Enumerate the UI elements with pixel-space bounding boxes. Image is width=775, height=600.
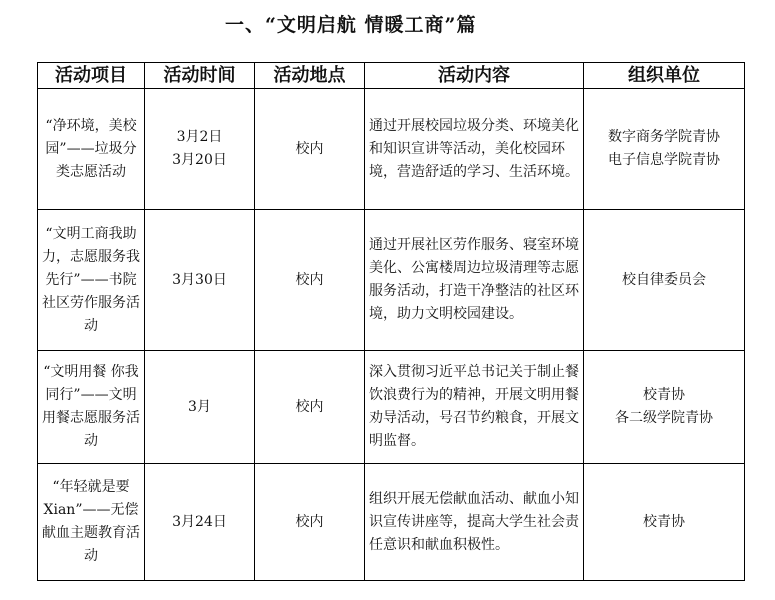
cell-time [145, 351, 255, 464]
org-line: 电子信息学院青协 [608, 152, 720, 168]
table-row [38, 351, 745, 464]
cell-content: 深入贯彻习近平总书记关于制止餐饮浪费行为的精神，开展文明用餐劝导活动，号召节约粮食，开展文明监督。 [365, 351, 584, 464]
cell-content: 组织开展无偿献血活动、献血小知识宣传讲座等，提高大学生社会责任意识和献血积极性。 [365, 464, 584, 581]
table-row [38, 464, 745, 581]
cell-org [584, 210, 745, 351]
cell-content: 通过开展社区劳作服务、寝室环境美化、公寓楼周边垃圾清理等志愿服务活动，打造干净整洁的社区环境，助力文明校园建设。 [365, 210, 584, 351]
time-line: 3月 [188, 398, 211, 415]
org-line: 校青协 [643, 387, 685, 403]
header-time: 活动时间 [145, 63, 255, 89]
table-row [38, 89, 745, 210]
table-header-row [38, 63, 745, 89]
org-line: 各二级学院青协 [615, 410, 713, 426]
cell-project: “年轻就是要Xian”——无偿献血主题教育活动 [38, 464, 145, 581]
cell-project: “文明工商我助力，志愿服务我先行”——书院社区劳作服务活动 [38, 210, 145, 351]
org-line: 校自律委员会 [622, 271, 706, 288]
table-row [38, 210, 745, 351]
time-line: 3月2日 [176, 129, 223, 145]
cell-project: “文明用餐 你我同行”——文明用餐志愿服务活动 [38, 351, 145, 464]
cell-place: 校内 [255, 210, 365, 351]
cell-place: 校内 [255, 464, 365, 581]
cell-time [145, 89, 255, 210]
cell-org [584, 351, 745, 464]
time-line: 3月30日 [172, 271, 227, 288]
header-content: 活动内容 [365, 63, 584, 89]
cell-place: 校内 [255, 89, 365, 210]
header-project: 活动项目 [38, 63, 145, 89]
org-line: 数字商务学院青协 [608, 129, 720, 145]
cell-org [584, 464, 745, 581]
cell-org [584, 89, 745, 210]
activity-table [37, 62, 745, 581]
time-line: 3月20日 [172, 152, 227, 168]
header-org: 组织单位 [584, 63, 745, 89]
cell-content: 通过开展校园垃圾分类、环境美化和知识宣讲等活动，美化校园环境，营造舒适的学习、生活环境。 [365, 89, 584, 210]
cell-place: 校内 [255, 351, 365, 464]
section-title-text: 一、“文明启航 情暖工商”篇 [225, 14, 477, 36]
cell-time [145, 464, 255, 581]
header-place: 活动地点 [255, 63, 365, 89]
time-line: 3月24日 [172, 513, 227, 530]
cell-time [145, 210, 255, 351]
org-line: 校青协 [643, 513, 685, 530]
cell-project: “净环境，美校园”——垃圾分类志愿活动 [38, 89, 145, 210]
